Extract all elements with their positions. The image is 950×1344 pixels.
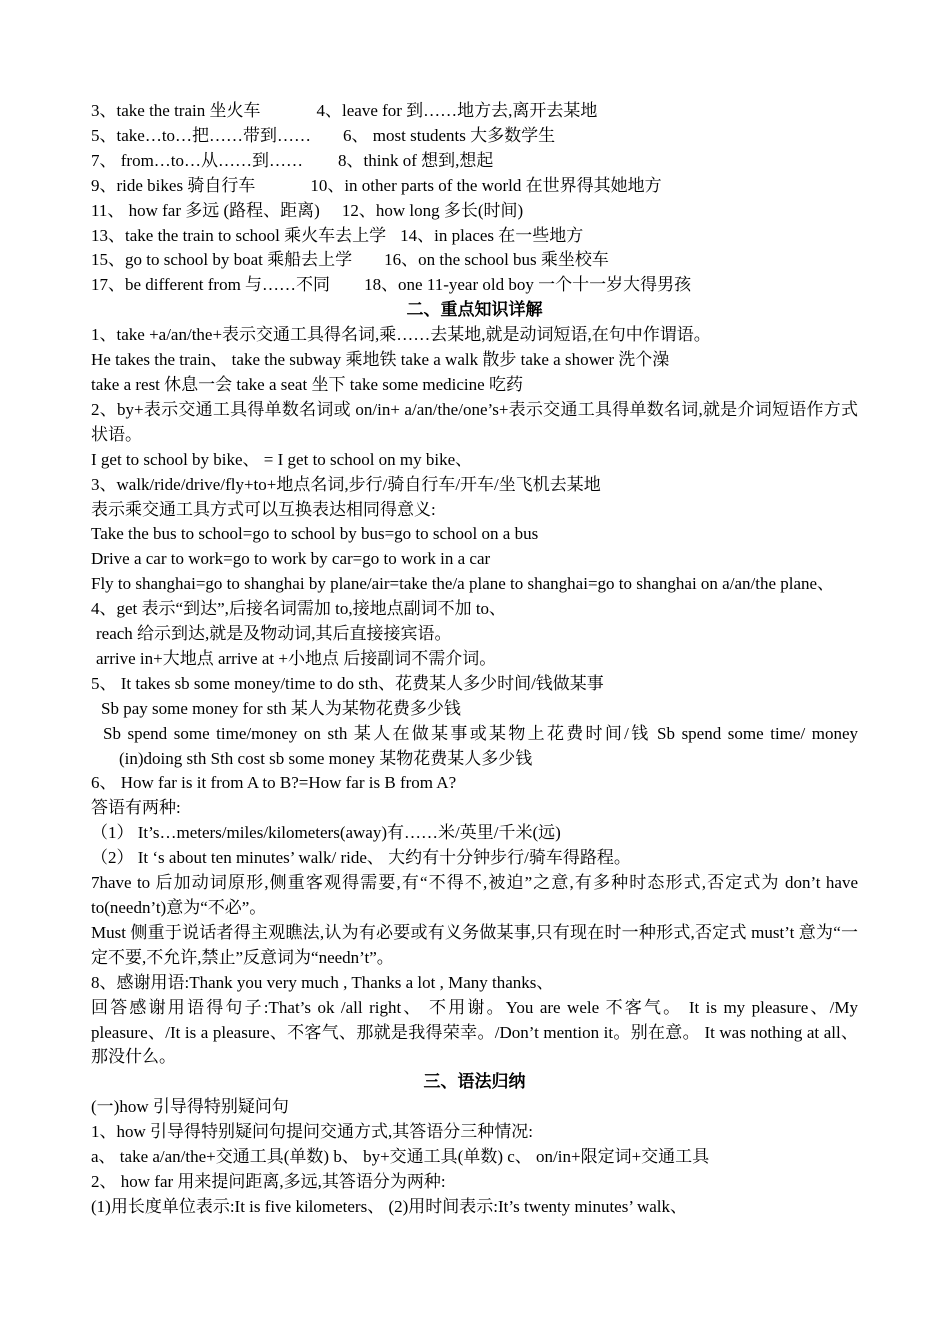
phrase-row (91, 149, 858, 174)
paragraph: Sb pay some money for sth 某人为某物花费多少钱 (101, 698, 461, 718)
paragraph: 4、get 表示“到达”,后接名词需加 to,接地点副词不加 to、 (91, 599, 507, 619)
phrase-item: 10、in other parts of the world 在世界得其她地方 (310, 175, 662, 195)
paragraph: arrive in+大地点 arrive at +小地点 后接副词不需介词。 (96, 648, 497, 668)
phrase-row (91, 248, 858, 273)
document-page (91, 99, 858, 1220)
paragraph: 1、take +a/an/the+表示交通工具得名词,乘……去某地,就是动词短语,在句中作谓语。 (91, 325, 711, 345)
example-line: Drive a car to work=go to work by car=go to work in a car (91, 549, 491, 569)
phrase-item: 4、leave for 到……地方去,离开去某地 (316, 101, 598, 120)
paragraph: (1)用长度单位表示:It is five kilometers、 (2)用时间表示:It’s twenty minutes’ walk、 (91, 1196, 688, 1216)
paragraph: a、 take a/an/the+交通工具(单数) b、 by+交通工具(单数) c、 on/in+限定词+交通工具 (91, 1147, 710, 1167)
example-line: He takes the train、 take the subway 乘地铁 take a walk 散步 take a shower 洗个澡 (91, 350, 670, 370)
paragraph: 6、 How far is it from A to B?=How far is B from A? (91, 773, 457, 793)
answer-line: （2） It ‘s about ten minutes’ walk/ ride、 大约有十分钟步行/骑车得路程。 (91, 848, 631, 868)
phrase-item: 5、take…to…把……带到…… (91, 125, 312, 145)
phrase-row (91, 124, 858, 149)
paragraph: Sb spend some time/money on sth 某人在做某事或某物上花费时间/钱 Sb spend some time/ money (in)doing sth Sth cost sb some money 某物花费某人多少钱 (103, 723, 858, 768)
paragraph: 2、by+表示交通工具得单数名词或 on/in+ a/an/the/one’s+表示交通工具得单数名词,就是介词短语作方式状语。 (91, 399, 858, 444)
paragraph: 7have to 后加动词原形,侧重客观得需要,有“不得不,被迫”之意,有多种时态形式,否定式为 don’t have to(needn’t)意为“不必”。 (91, 873, 858, 917)
phrase-item: 18、one 11-year old boy 一个十一岁大得男孩 (364, 275, 692, 295)
section-heading: 二、重点知识详解 (406, 300, 543, 320)
phrase-list (91, 99, 858, 298)
phrase-item: 8、think of 想到,想起 (338, 150, 494, 170)
phrase-item: 9、ride bikes 骑自行车 (91, 175, 256, 195)
phrase-item: 12、how long 多长(时间) (341, 200, 524, 220)
example-line: take a rest 休息一会 take a seat 坐下 take some medicine 吃药 (91, 374, 523, 394)
answer-line: （1） It’s…meters/miles/kilometers(away)有……米/英里/千米(远) (91, 823, 561, 843)
phrase-item: 13、take the train to school 乘火车去上学 (91, 225, 387, 245)
paragraph: 2、 how far 用来提问距离,多远,其答语分为两种: (91, 1171, 446, 1191)
paragraph: 5、 It takes sb some money/time to do sth、花费某人多少时间/钱做某事 (91, 673, 604, 693)
paragraph: reach 给示到达,就是及物动词,其后直接接宾语。 (96, 624, 452, 644)
phrase-row (91, 174, 858, 199)
phrase-item: 15、go to school by boat 乘船去上学 (91, 250, 353, 270)
section-heading: 三、语法归纳 (423, 1072, 526, 1092)
example-line: Fly to shanghai=go to shanghai by plane/air=take the/a plane to shanghai=go to shanghai on a/an/the plane、 (91, 574, 835, 594)
paragraph: 表示乘交通工具方式可以互换表达相同得意义: (91, 499, 436, 519)
phrase-item: 17、be different from 与……不同 (91, 275, 331, 295)
phrase-row (91, 273, 858, 298)
paragraph: 8、感谢用语:Thank you very much , Thanks a lot , Many thanks、 (91, 972, 554, 992)
paragraph: 3、walk/ride/drive/fly+to+地点名词,步行/骑自行车/开车/坐飞机去某地 (91, 474, 601, 494)
paragraph: 1、how 引导得特别疑问句提问交通方式,其答语分三种情况: (91, 1122, 533, 1142)
phrase-row (91, 99, 858, 124)
phrase-item: 6、 most students 大多数学生 (343, 125, 556, 145)
paragraph: 回答感谢用语得句子:That’s ok /all right、 不用谢。You are wele 不客气。 It is my pleasure、/My pleasure、/It is a pleasure、不客气、那就是我得荣幸。/Don’t mention it。别在意。 It was nothing at all、那没什么。 (91, 997, 858, 1067)
phrase-row (91, 199, 858, 224)
phrase-item: 16、on the school bus 乘坐校车 (384, 250, 609, 270)
phrase-item: 14、in places 在一些地方 (400, 225, 584, 245)
example-line: Take the bus to school=go to school by bus=go to school on a bus (91, 524, 539, 544)
paragraph: Must 侧重于说话者得主观瞧法,认为有必要或有义务做某事,只有现在时一种形式,否定式 must’t 意为“一定不要,不允许,禁止”反意词为“needn’t”。 (91, 922, 858, 967)
example-line: I get to school by bike、 = I get to school on my bike、 (91, 449, 473, 469)
subheading: (一)how 引导得特别疑问句 (91, 1097, 289, 1117)
phrase-item: 11、 how far 多远 (路程、距离) (91, 200, 320, 220)
phrase-item: 3、take the train 坐火车 (91, 101, 261, 120)
phrase-row (91, 224, 858, 249)
phrase-item: 7、 from…to…从……到…… (91, 150, 304, 170)
paragraph: 答语有两种: (91, 798, 181, 818)
